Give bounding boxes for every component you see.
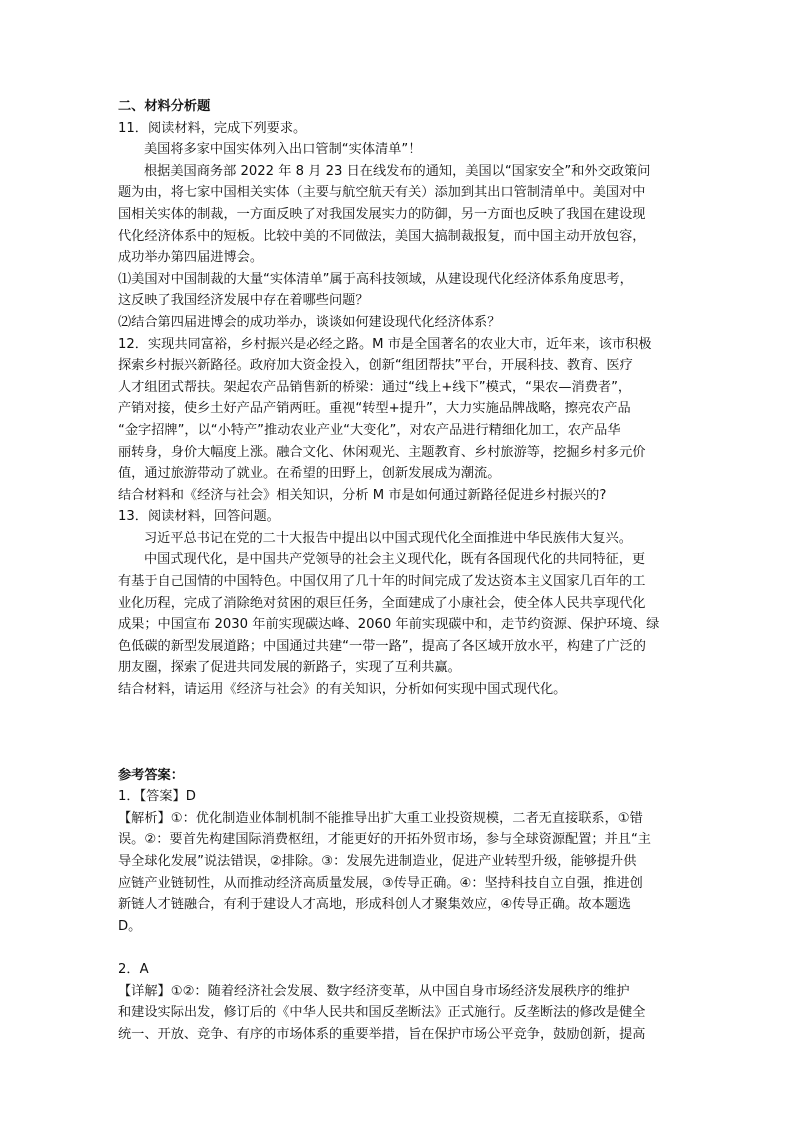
answer-2-line: 统一、开放、竞争、有序的市场体系的重要举措，旨在保护市场公平竞争，鼓励创新，提高 bbox=[118, 1026, 646, 1042]
q11-sub1-line: 这反映了我国经济发展中存在着哪些问题？ bbox=[118, 293, 369, 309]
answer-1-line: 新链人才链融合，有利于建设人才高地，形成科创人才聚集效应，④传导正确。故本题选 bbox=[118, 897, 631, 913]
q13-para-line: 成果；中国宣布 2030 年前实现碳达峰、2060 年前实现碳中和，走节约资源、保护环境、绿 bbox=[118, 617, 660, 633]
q11-para-line: 成功举办第四届进博会。 bbox=[118, 250, 264, 266]
q13-para-line: 色低碳的新型发展道路；中国通过共建“一带一路”，提高了各区域开放水平，构建了广泛的 bbox=[118, 638, 646, 654]
q11-sub1-line: ⑴美国对中国制裁的大量“实体清单”属于高科技领域，从建设现代化经济体系角度思考， bbox=[118, 271, 633, 287]
q12-line: “金字招牌”，以“小特产”推动农业产业“大变化”，对农产品进行精细化加工，农产品华 bbox=[118, 422, 621, 438]
q11-para-line: 根据美国商务部 2022 年 8 月 23 日在线发布的通知，美国以“国家安全”和外交政策问 bbox=[144, 163, 651, 179]
q11-para-line: 国相关实体的制裁，一方面反映了对我国发展实力的防御，另一方面也反映了我国在建设现 bbox=[118, 206, 646, 222]
q12-line: 探索乡村振兴新路径。政府加大资金投入，创新“组团帮扶”平台，开展科技、教育、医疗 bbox=[118, 358, 633, 374]
q12-line: 丽转身，身价大幅度上涨。融合文化、休闲观光、主题教育、乡村旅游等，挖掘乡村多元价 bbox=[118, 444, 646, 460]
answer-1-head: 1．【答案】D bbox=[118, 789, 196, 805]
answer-2-line: 和建设实际出发，修订后的《中华人民共和国反垄断法》正式施行。反垄断法的修改是健全 bbox=[118, 1005, 646, 1021]
q13-prompt: 13．阅读材料，回答问题。 bbox=[118, 509, 280, 525]
answer-1-line: 【解析】①：优化制造业体制机制不能推导出扩大重工业投资规模，二者无直接联系，①错 bbox=[118, 810, 643, 826]
blank-line bbox=[118, 937, 658, 959]
answer-1-line: 误。②：要首先构建国际消费枢纽，才能更好的开拓外贸市场，参与全球资源配置；并且“主 bbox=[118, 832, 651, 848]
q11-para-line: 代化经济体系中的短板。比较中美的不同做法，美国大搞制裁报复，而中国主动开放包容， bbox=[118, 228, 646, 244]
answer-1-line: 导全球化发展”说法错误，②排除。③：发展先进制造业，促进产业转型升级，能够提升供 bbox=[118, 854, 637, 869]
q12-question: 结合材料和《经济与社会》相关知识，分析 M 市是如何通过新路径促进乡村振兴的? bbox=[118, 487, 607, 503]
q13-para-line: 中国式现代化，是中国共产党领导的社会主义现代化，既有各国现代化的共同特征，更 bbox=[144, 552, 646, 568]
q13-para-line: 朋友圈，探索了促进共同发展的新路子，实现了互利共赢。 bbox=[118, 660, 461, 676]
q13-para-line: 业化历程，完成了消除绝对贫困的艰巨任务，全面建成了小康社会，使全体人民共享现代化 bbox=[118, 595, 646, 611]
document-page bbox=[118, 96, 658, 1045]
answer-1-line: 应链产业链韧性，从而推动经济高质量发展，③传导正确。④：坚持科技自立自强，推进创 bbox=[118, 875, 643, 891]
q13-question: 结合材料，请运用《经济与社会》的有关知识，分析如何实现中国式现代化。 bbox=[118, 682, 567, 698]
q11-para-line: 题为由，将七家中国相关实体（主要与航空航天有关）添加到其出口管制清单中。美国对中 bbox=[118, 185, 646, 201]
q12-line: 12．实现共同富裕，乡村振兴是必经之路。M 市是全国著名的农业大市，近年来，该市积极 bbox=[118, 336, 652, 352]
q11-sub2: ⑵结合第四届进博会的成功举办，谈谈如何建设现代化经济体系？ bbox=[118, 314, 501, 330]
answer-2-line: 【详解】①②：随着经济社会发展、数字经济变革，从中国自身市场经济发展秩序的维护 bbox=[118, 983, 630, 999]
answers-title: 参考答案： bbox=[118, 767, 184, 783]
q13-first-line: 习近平总书记在党的二十大报告中提出以中国式现代化全面推进中华民族伟大复兴。 bbox=[144, 530, 632, 546]
answer-2-head: 2．A bbox=[118, 961, 149, 977]
blank-space bbox=[118, 701, 658, 765]
section-title: 二、材料分析题 bbox=[118, 99, 211, 114]
q12-line: 值，通过旅游带动了就业。在希望的田野上，创新发展成为潮流。 bbox=[118, 466, 501, 482]
q11-headline: 美国将多家中国实体列入出口管制“实体清单”！ bbox=[144, 142, 422, 158]
q12-line: 产销对接，使乡土好产品产销两旺。重视“转型+提升”，大力实施品牌战略，擦亮农产品 bbox=[118, 401, 631, 417]
answer-1-line: D。 bbox=[118, 918, 142, 934]
q13-para-line: 有基于自己国情的中国特色。中国仅用了几十年的时间完成了发达资本主义国家几百年的工 bbox=[118, 574, 646, 590]
q11-prompt: 11．阅读材料，完成下列要求。 bbox=[118, 120, 307, 136]
q12-line: 人才组团式帮扶。架起农产品销售新的桥梁：通过“线上+线下”模式，“果农—消费者”， bbox=[118, 379, 632, 395]
